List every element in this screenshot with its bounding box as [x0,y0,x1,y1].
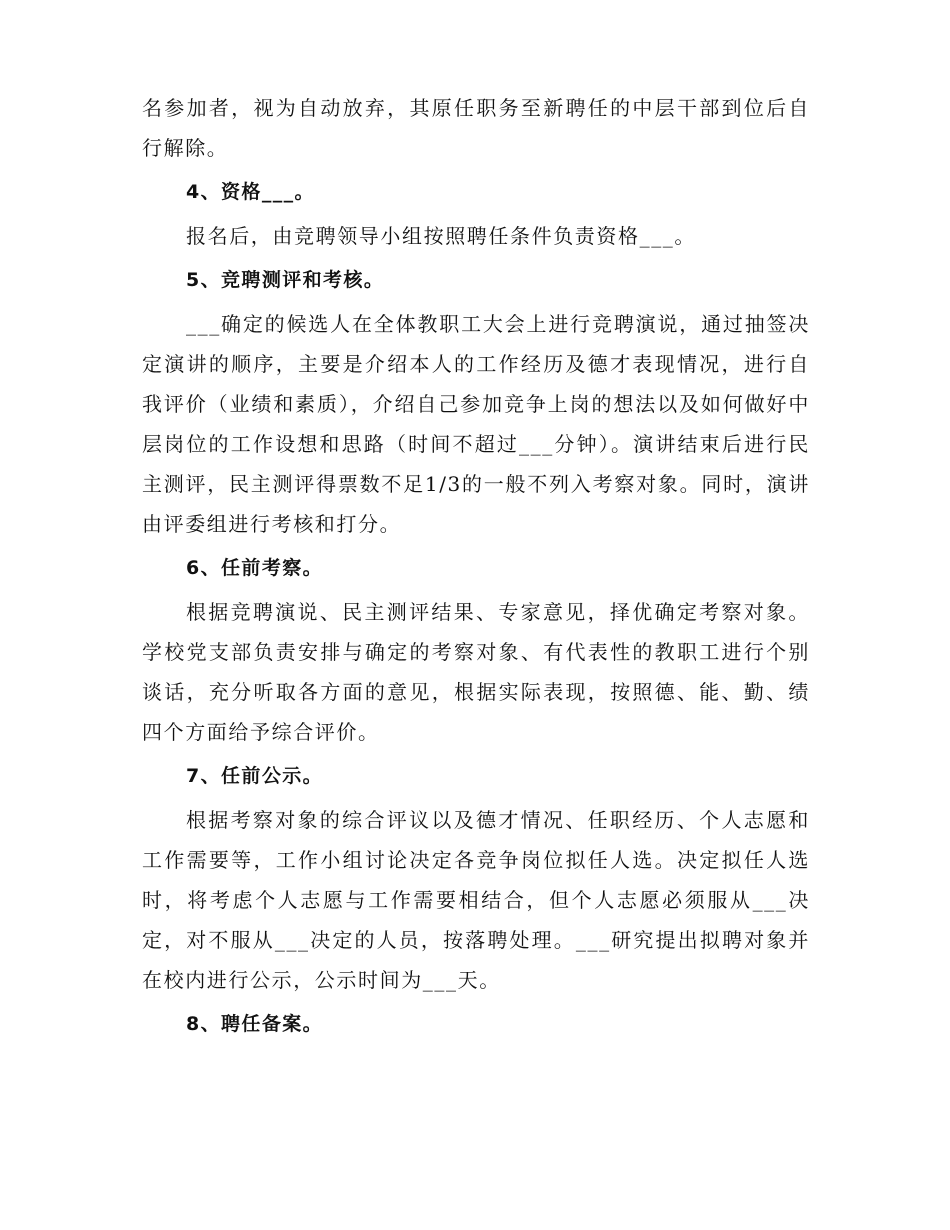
paragraph-section-5: ___确定的候选人在全体教职工大会上进行竞聘演说，通过抽签决定演讲的顺序，主要是介绍本人的工作经历及德才表现情况，进行自我评价（业绩和素质），介绍自己参加竞争上岗的想法以及如何做好中层岗位的工作设想和思路（时间不超过___分钟）。演讲结束后进行民主测评，民主测评得票数不足1/3的一般不列入考察对象。同时，演讲由评委组进行考核和打分。 [142,312,810,536]
section-heading-4: 4、资格___。 [186,181,315,203]
paragraph-section-7: 根据考察对象的综合评议以及德才情况、任职经历、个人志愿和工作需要等，工作小组讨论决定各竞争岗位拟任人选。决定拟任人选时，将考虑个人志愿与工作需要相结合，但个人志愿必须服从___决定，对不服从___决定的人员，按落聘处理。___研究提出拟聘对象并在校内进行公示，公示时间为___天。 [142,808,810,992]
paragraph-intro: 名参加者，视为自动放弃，其原任职务至新聘任的中层干部到位后自行解除。 [142,96,810,160]
paragraph-section-4: 报名后，由竞聘领导小组按照聘任条件负责资格___。 [186,224,696,248]
paragraph-section-6: 根据竞聘演说、民主测评结果、专家意见，择优确定考察对象。学校党支部负责安排与确定的考察对象、有代表性的教职工进行个别谈话，充分听取各方面的意见，根据实际表现，按照德、能、勤、绩四个方面给予综合评价。 [142,600,810,744]
section-heading-5: 5、竞聘测评和考核。 [186,269,385,291]
document-body [142,88,810,1048]
section-heading-6: 6、任前考察。 [186,557,324,579]
section-heading-8: 8、聘任备案。 [186,1013,324,1035]
section-heading-7: 7、任前公示。 [186,765,324,787]
